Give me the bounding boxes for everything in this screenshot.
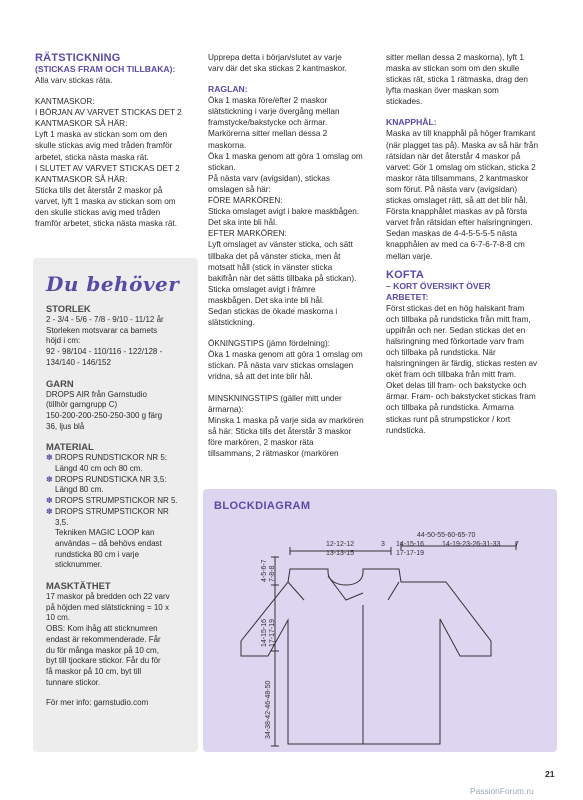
snowflake-bullet-icon: ✽ xyxy=(46,496,53,506)
intro-text: Alla varv stickas räta. xyxy=(35,76,113,85)
edge-stitch-title: KANTMASKOR: xyxy=(35,97,95,107)
dimension-labels xyxy=(261,532,519,739)
cardigan-heading: KOFTA xyxy=(386,268,425,281)
decrease-tips: MINSKNINGSTIPS (gäller mitt under ärmarna): Minska 1 maska på varje sida av markören så här: Sticka tills det återstår 3 maskor före markören, 2 maskor räta tillsammans, 2 rätmaskor (markören xyxy=(208,393,364,458)
edge-stitch-text: I BÖRJAN AV VARVET STICKAS DET 2 KANTMASKOR SÅ HÄR: Lyft 1 maska av stickan som om den skulle stickas avig med tråden framför arbetet, sticka nästa maska rät. I SLUTET AV VARVET STICKAS DET 2 KANTMASKOR SÅ HÄR: Sticka tills det återstår 2 maskor på varvet, lyft 1 maska av stickan som om den skulle stickas avig med tråden framför arbetet, sticka nästa maska rät. xyxy=(35,108,182,229)
size-heading: STORLEK xyxy=(46,303,91,314)
cardigan-text: Först stickas det en hög halskant fram och tillbaka på rundsticka från mitt fram, uppifrån och ner. Sedan stickas det en halsringning med förkortade varv fram och tillbaka på rundsticka. När halsringningen är färdig, stickas resten av oket fram och tillbaka från mitt fram. Oket delas till fram- och bakstycke och ärmar. Fram- och bakstycket stickas fram och tillbaka på rundsticka. Ärmarna stickas runt på strumpstickor / kort rundsticka. xyxy=(386,303,538,435)
block-diagram-drawing xyxy=(203,489,557,752)
vertical-yoke-label-a: 14-15-16 xyxy=(261,618,268,647)
material-item xyxy=(46,475,194,496)
page-number: 21 xyxy=(545,769,555,779)
material-item xyxy=(46,496,194,507)
material-item xyxy=(46,507,194,571)
raglan-heading: RAGLAN: xyxy=(208,84,248,95)
buttonhole-text: Maska av till knapphål på höger framkant (när plagget tas på). Maska av så här från rätsidan när det återstår 4 maskor på varvet: Gör 1 omslag om stickan, sticka 2 maskor räta tillsammans, 2 kantmaskor som förut. På nästa varv (avigsidan) stickas omslaget rätt, så att det blir hål. Första knapphålet maskas av på första varvet från rätsidan efter halsringningen. Sedan maskas de 4-4-5-5-5-5 nästa knapphålen av med ca 6-7-6-7-8-8 cm mellan varje. xyxy=(386,129,539,261)
top-width-label: 44-50-55-60-65-70 xyxy=(417,532,476,539)
raglan-section xyxy=(208,52,366,459)
material-item xyxy=(46,453,194,474)
material-item-text: DROPS RUNDSTICKA NR 3,5: Längd 80 cm. xyxy=(55,474,167,495)
materials-title: Du behöver xyxy=(46,272,180,296)
section-subheading: (STICKAS FRAM OCH TILLBAKA): xyxy=(35,64,176,74)
snowflake-bullet-icon: ✽ xyxy=(46,474,53,484)
watermark: PassionForum.ru xyxy=(470,786,534,796)
dim-3-label: 3 xyxy=(381,541,385,548)
sleeve-label-b: 17-17-19 xyxy=(396,550,425,557)
buttonhole-section xyxy=(386,52,546,436)
gauge-heading: MASKTÄTHET xyxy=(46,580,111,592)
vertical-body-label: 34-38-42-46-48-50 xyxy=(265,680,272,739)
section-heading: RÄTSTICKNING xyxy=(35,52,121,64)
more-info-link: För mer info: garnstudio.com xyxy=(46,698,149,708)
yarn-text: DROPS AIR från Garnstudio (tillhör garngrupp C) 150-200-200-250-250-300 g färg 36, ljus blå xyxy=(46,389,163,431)
snowflake-bullet-icon: ✽ xyxy=(46,453,53,463)
material-item-text: DROPS RUNDSTICKOR NR 5: Längd 40 cm och 80 cm. xyxy=(55,453,168,474)
materials-content xyxy=(46,303,194,709)
size-text: 2 - 3/4 - 5/6 - 7/8 - 9/10 - 11/12 år Storleken motsvarar ca barnets höjd i cm: 92 - 98/104 - 110/116 - 122/128 - 134/140 - 146/152 xyxy=(46,315,164,367)
snowflake-bullet-icon: ✽ xyxy=(46,506,53,516)
material-heading: MATERIAL xyxy=(46,441,94,453)
garment-outline xyxy=(241,542,516,746)
vertical-yoke-label-b: 17-17-19 xyxy=(269,618,276,647)
raglan-text: Öka 1 maska före/efter 2 maskor slätstickning i varje övergång mellan framstycke/bakstycke och ärmar. Markörerna sitter mellan dessa 2 maskorna. Öka 1 maska genom att göra 1 omslag om stickan. På nästa varv (avigsidan), stickas omslagen så här: FÖRE MARKÖREN: Sticka omslaget avigt i bakre maskbågen. Det ska inte bli hål. EFTER MARKÖREN: Lyft omslaget av vänster sticka, och sätt tillbaka det på vänster sticka, men åt motsatt håll (stick in vänster sticka bakifrån när det sätts tillbaka på stickan). Sticka omslaget avigt i främre maskbågen. Det ska inte bli hål. Sedan stickas de ökade maskorna i slätstickning. xyxy=(208,96,363,328)
neck-label-b: 13-13-15 xyxy=(326,550,355,557)
material-item-text: DROPS STRUMPSTICKOR NR 5. xyxy=(55,496,178,506)
rib-stitch-section xyxy=(35,52,198,229)
buttonhole-heading: KNAPPHÅL: xyxy=(386,117,437,128)
gauge-text: 17 maskor på bredden och 22 varv på höjden med slätstickning = 10 x 10 cm. OBS: Kom ihåg att sticknumren endast är rekommenderade. Får du för många maskor på 10 cm, byt till tjockare stickor. Får du för få maskor på 10 cm, byt till tunnare stickor. xyxy=(46,592,170,687)
material-item-text: DROPS STRUMPSTICKOR NR 3,5. Tekniken MAGIC LOOP kan användas – då behövs endast rundsticka 80 cm i varje sticknummer. xyxy=(55,506,169,570)
cardigan-subheading: – KORT ÖVERSIKT ÖVER ARBETET: xyxy=(386,280,491,302)
continued-text: sitter mellan dessa 2 maskorna), lyft 1 maska av stickan som om den skulle stickas rät, sticka 1 rätmaska, drag den lyfta maskan över maskan som stickades. xyxy=(386,53,528,107)
dim-7-label: 7 xyxy=(515,541,519,548)
vertical-neck-label-a: 4-5-6-7 xyxy=(261,559,268,582)
shoulder-label: 14-19-23-26-31-33 xyxy=(442,541,501,548)
vertical-neck-label-b: 7-8-8 xyxy=(269,565,276,582)
yarn-heading: GARN xyxy=(46,377,74,389)
neck-label-a: 12-12-12 xyxy=(326,541,355,548)
repeat-text: Upprepa detta i början/slutet av varje varv där det ska stickas 2 kantmaskor. xyxy=(208,53,347,74)
sleeve-label-a: 14-15-16 xyxy=(396,541,425,548)
block-diagram-title: BLOCKDIAGRAM xyxy=(214,500,311,512)
increase-tips: ÖKNINGSTIPS (jämn fördelning): Öka 1 maska genom att göra 1 omslag om stickan. På nästa varv stickas omslagen vridna, så att det inte blir hål. xyxy=(208,339,363,382)
